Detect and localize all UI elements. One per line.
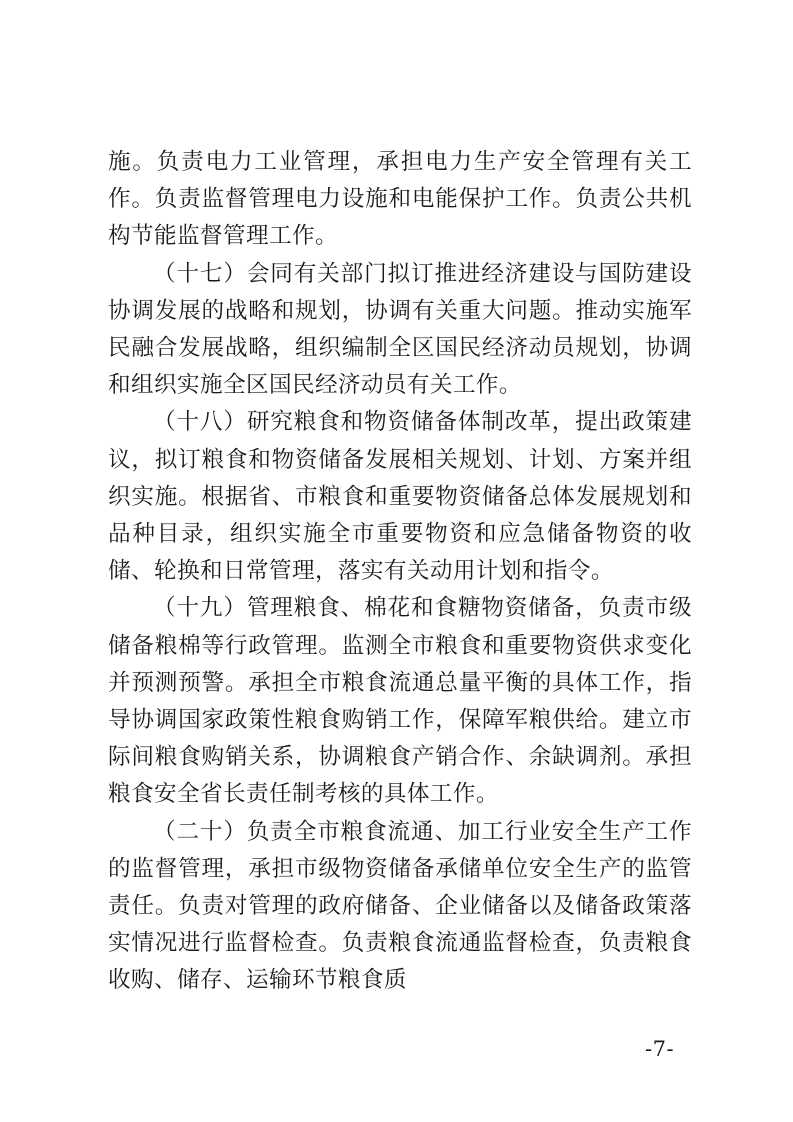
paragraph-item-17: （十七）会同有关部门拟订推进经济建设与国防建设协调发展的战略和规划，协调有关重大问题。推动实施军民融合发展战略，组织编制全区国民经济动员规划，协调和组织实施全区国民经济动员有关工作。 — [108, 260, 692, 399]
body-text — [108, 144, 692, 1000]
paragraph-item-20: （二十）负责全市粮食流通、加工行业安全生产工作的监督管理，承担市级物资储备承储单位安全生产的监管责任。负责对管理的政府储备、企业储备以及储备政策落实情况进行监督检查。负责粮食流通监督检查，负责粮食收购、储存、运输环节粮食质 — [108, 818, 692, 994]
paragraph-continuation: 施。负责电力工业管理，承担电力生产安全管理有关工作。负责监督管理电力设施和电能保护工作。负责公共机构节能监督管理工作。 — [108, 149, 692, 250]
paragraph-item-19: （十九）管理粮食、棉花和食糖物资储备，负责市级储备粮棉等行政管理。监测全市粮食和重要物资供求变化并预测预警。承担全市粮食流通总量平衡的具体工作，指导协调国家政策性粮食购销工作，保障军粮供给。建立市际间粮食购销关系，协调粮食产销合作、余缺调剂。承担粮食安全省长责任制考核的具体工作。 — [108, 595, 692, 808]
paragraph-item-18: （十八）研究粮食和物资储备体制改革，提出政策建议，拟订粮食和物资储备发展相关规划、计划、方案并组织实施。根据省、市粮食和重要物资储备总体发展规划和品种目录，组织实施全市重要物资和应急储备物资的收储、轮换和日常管理，落实有关动用计划和指令。 — [108, 409, 692, 585]
page-number: -7- — [645, 1037, 675, 1061]
